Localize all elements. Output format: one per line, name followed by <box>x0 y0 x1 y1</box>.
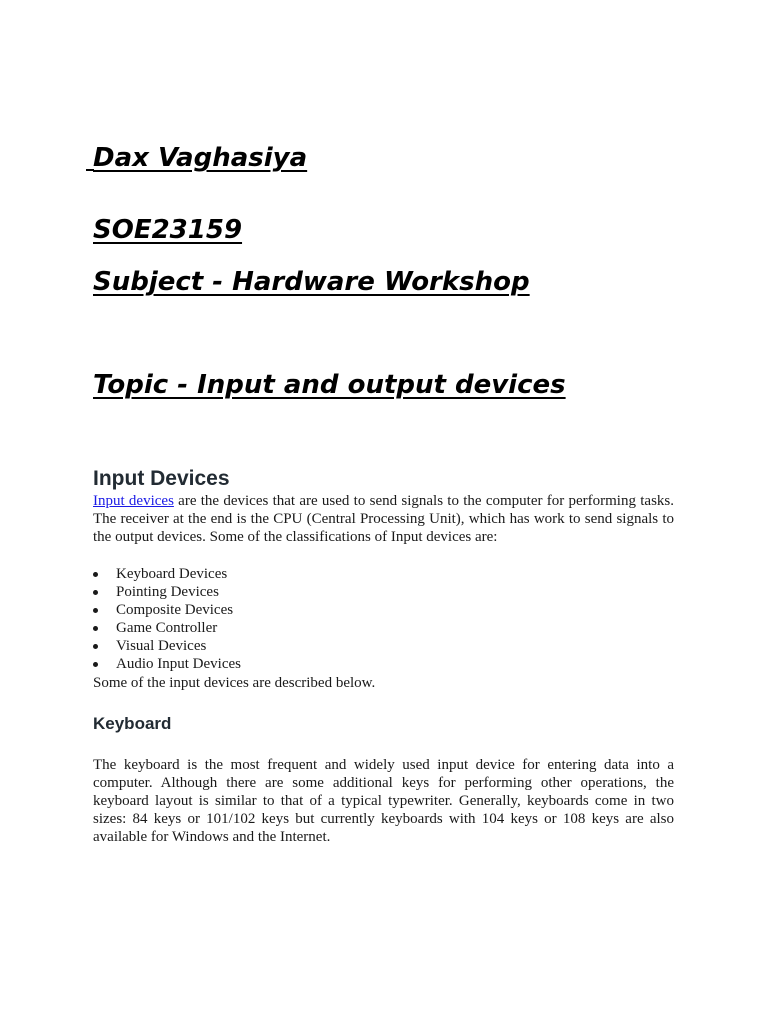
list-item <box>93 637 241 655</box>
author-name: Dax Vaghasiya <box>93 143 308 173</box>
bullet-icon <box>93 590 98 595</box>
input-devices-intro <box>93 492 674 546</box>
list-item-label: Composite Devices <box>116 602 234 618</box>
list-item-label: Game Controller <box>116 620 218 636</box>
input-devices-outro: Some of the input devices are described below. <box>93 675 376 691</box>
roll-number: SOE23159 <box>93 215 243 245</box>
intro-text: are the devices that are used to send signals to the computer for performing tasks. The receiver at the end is the CPU (Central Processing Unit), which has work to send signals to the output devices. Some of the classifications of Input devices are: <box>93 493 674 545</box>
bullet-icon <box>93 608 98 613</box>
list-item <box>93 619 241 637</box>
subject-title: Subject - Hardware Workshop <box>93 267 530 297</box>
input-devices-heading: Input Devices <box>93 467 230 490</box>
keyboard-paragraph: The keyboard is the most frequent and widely used input device for entering data into a computer. Although there are some additional keys for performing other operations, the keyboard layout is similar to that of a typical typewriter. Generally, keyboards come in two sizes: 84 keys or 101/102 keys but currently keyboards with 104 keys or 108 keys are also available for Windows and the Internet. <box>93 757 674 845</box>
list-item-label: Visual Devices <box>116 638 207 654</box>
bullet-icon <box>93 626 98 631</box>
bullet-icon <box>93 644 98 649</box>
bullet-icon <box>93 662 98 667</box>
list-item <box>93 583 241 601</box>
input-device-list <box>93 565 241 673</box>
list-item-label: Audio Input Devices <box>116 656 241 672</box>
list-item-label: Pointing Devices <box>116 584 219 600</box>
keyboard-heading: Keyboard <box>93 714 172 733</box>
list-item <box>93 565 241 583</box>
list-item <box>93 601 241 619</box>
topic-title: Topic - Input and output devices <box>93 370 566 400</box>
list-item <box>93 655 241 673</box>
list-item-label: Keyboard Devices <box>116 566 228 582</box>
bullet-icon <box>93 572 98 577</box>
input-devices-link[interactable]: Input devices <box>93 493 174 509</box>
